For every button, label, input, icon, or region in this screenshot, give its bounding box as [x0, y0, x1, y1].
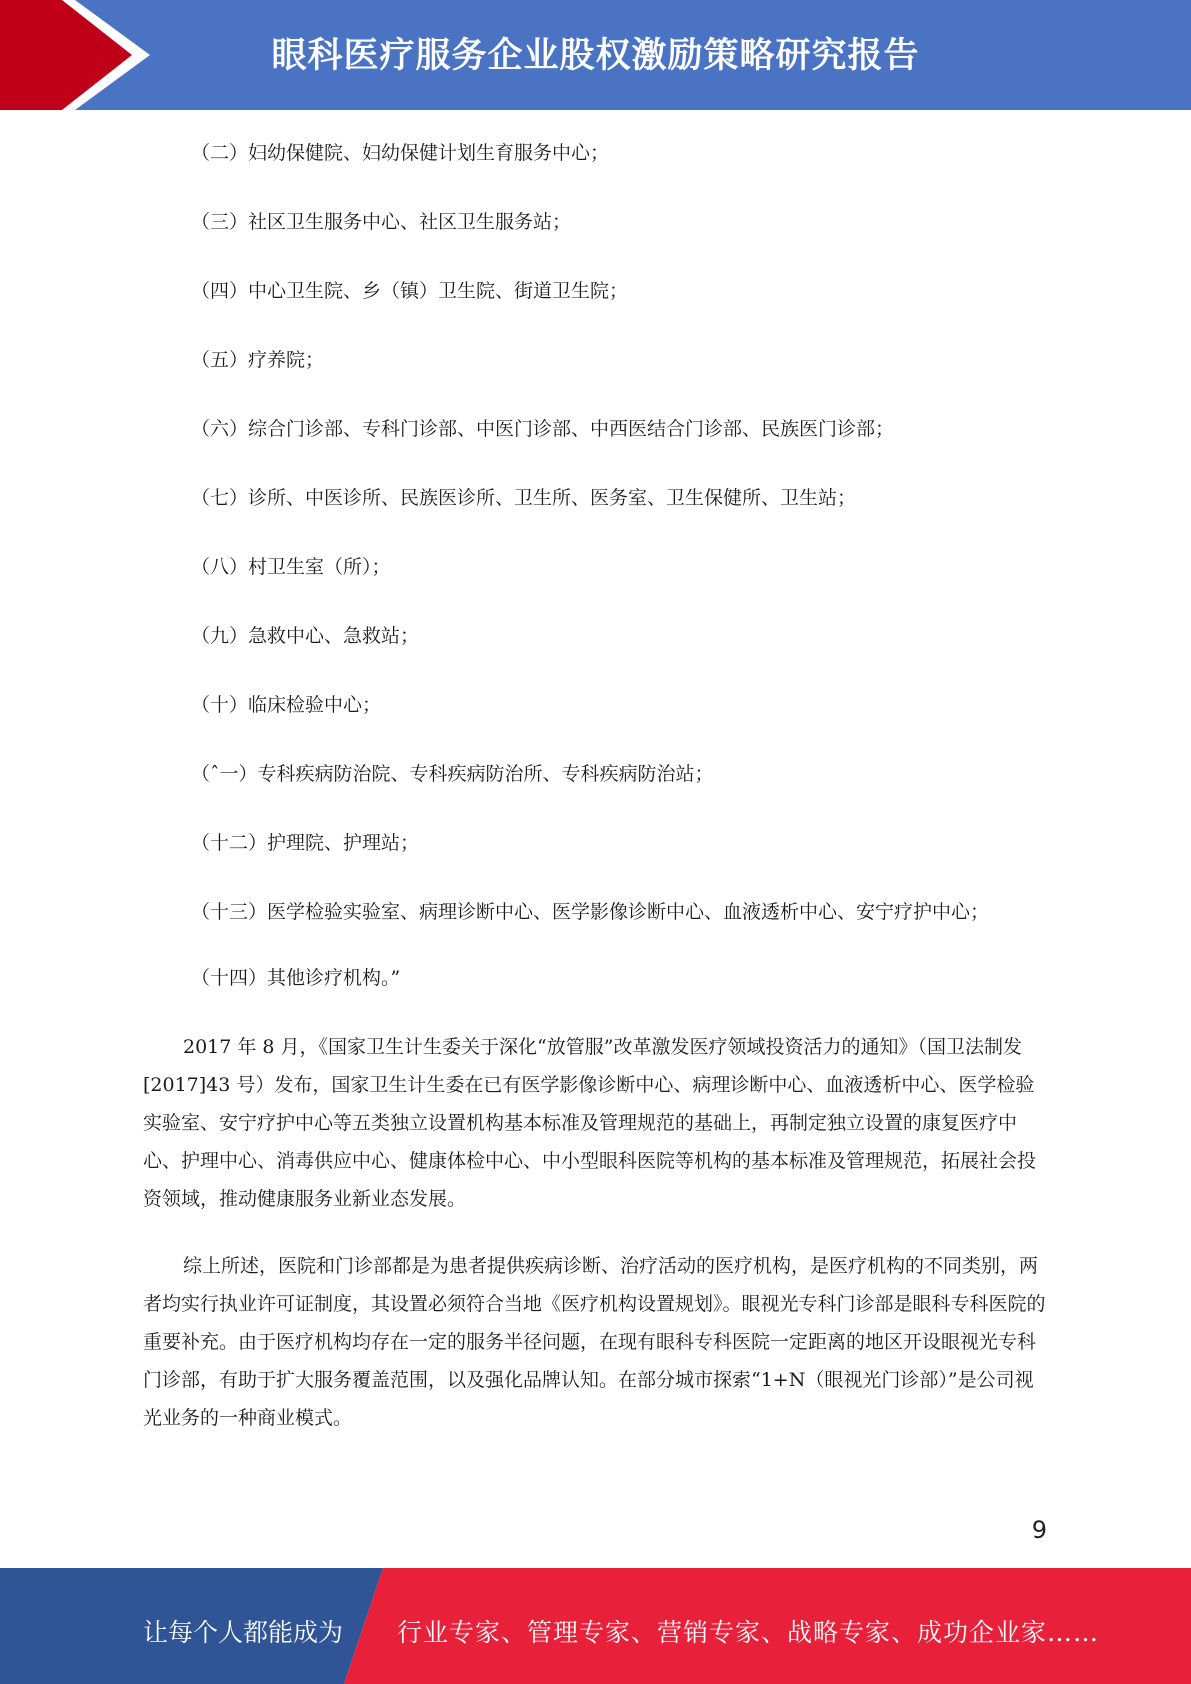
footer-slogan-left: 让每个人都能成为: [143, 1618, 344, 1647]
list-item: （十四）其他诊疗机构。”: [191, 967, 401, 989]
footer-slogan-right: 行业专家、管理专家、营销专家、战略专家、成功企业家……: [397, 1618, 1100, 1647]
list-item: （七）诊所、中医诊所、民族医诊所、卫生所、医务室、卫生保健所、卫生站；: [191, 487, 857, 509]
page-number: 9: [1031, 1516, 1047, 1544]
list-item: （十）临床检验中心；: [191, 694, 382, 716]
body-paragraph: 综上所述，医院和门诊部都是为患者提供疾病诊断、治疗活动的医疗机构，是医疗机构的不同类别，两者均实行执业许可证制度，其设置必须符合当地《医疗机构设置规划》。眼视光专科门诊部是眼科专科医院的重要补充。由于医疗机构均存在一定的服务半径问题，在现有眼科专科医院一定距离的地区开设眼视光专科门诊部，有助于扩大服务覆盖范围，以及强化品牌认知。在部分城市探索“1+N（眼视光门诊部）”是公司视光业务的一种商业模式。: [143, 1255, 1046, 1429]
list-item: （十二）护理院、护理站；: [191, 832, 420, 854]
report-title: 眼科医疗服务企业股权激励策略研究报告: [271, 36, 920, 76]
list-item: （ˆ一）专科疾病防治院、专科疾病防治所、专科疾病防治站；: [191, 763, 714, 785]
page-body: [143, 134, 1046, 1466]
list-item: （八）村卫生室（所）；: [191, 556, 391, 578]
list-item: （六）综合门诊部、专科门诊部、中医门诊部、中西医结合门诊部、民族医门诊部；: [191, 418, 895, 440]
list-item: （九）急救中心、急救站；: [191, 625, 420, 647]
list-item: （二）妇幼保健院、妇幼保健计划生育服务中心；: [191, 142, 610, 164]
page-footer: [0, 1568, 1191, 1684]
list-item: （三）社区卫生服务中心、社区卫生服务站；: [191, 211, 572, 233]
list-item: （五）疗养院；: [191, 349, 325, 371]
list-item: （四）中心卫生院、乡（镇）卫生院、街道卫生院；: [191, 280, 629, 302]
body-paragraph: 2017 年 8 月，《国家卫生计生委关于深化“放管服”改革激发医疗领域投资活力的通知》（国卫法制发[2017]43 号）发布，国家卫生计生委在已有医学影像诊断中心、病理诊断中心、血液透析中心、医学检验实验室、安宁疗护中心等五类独立设置机构基本标准及管理规范的基础上，再制定独立设置的康复医疗中心、护理中心、消毒供应中心、健康体检中心、中小型眼科医院等机构的基本标准及管理规范，拓展社会投资领域，推动健康服务业新业态发展。: [143, 1036, 1037, 1210]
page-header: [0, 0, 1191, 110]
list-item: （十三）医学检验实验室、病理诊断中心、医学影像诊断中心、血液透析中心、安宁疗护中心；: [191, 901, 990, 923]
